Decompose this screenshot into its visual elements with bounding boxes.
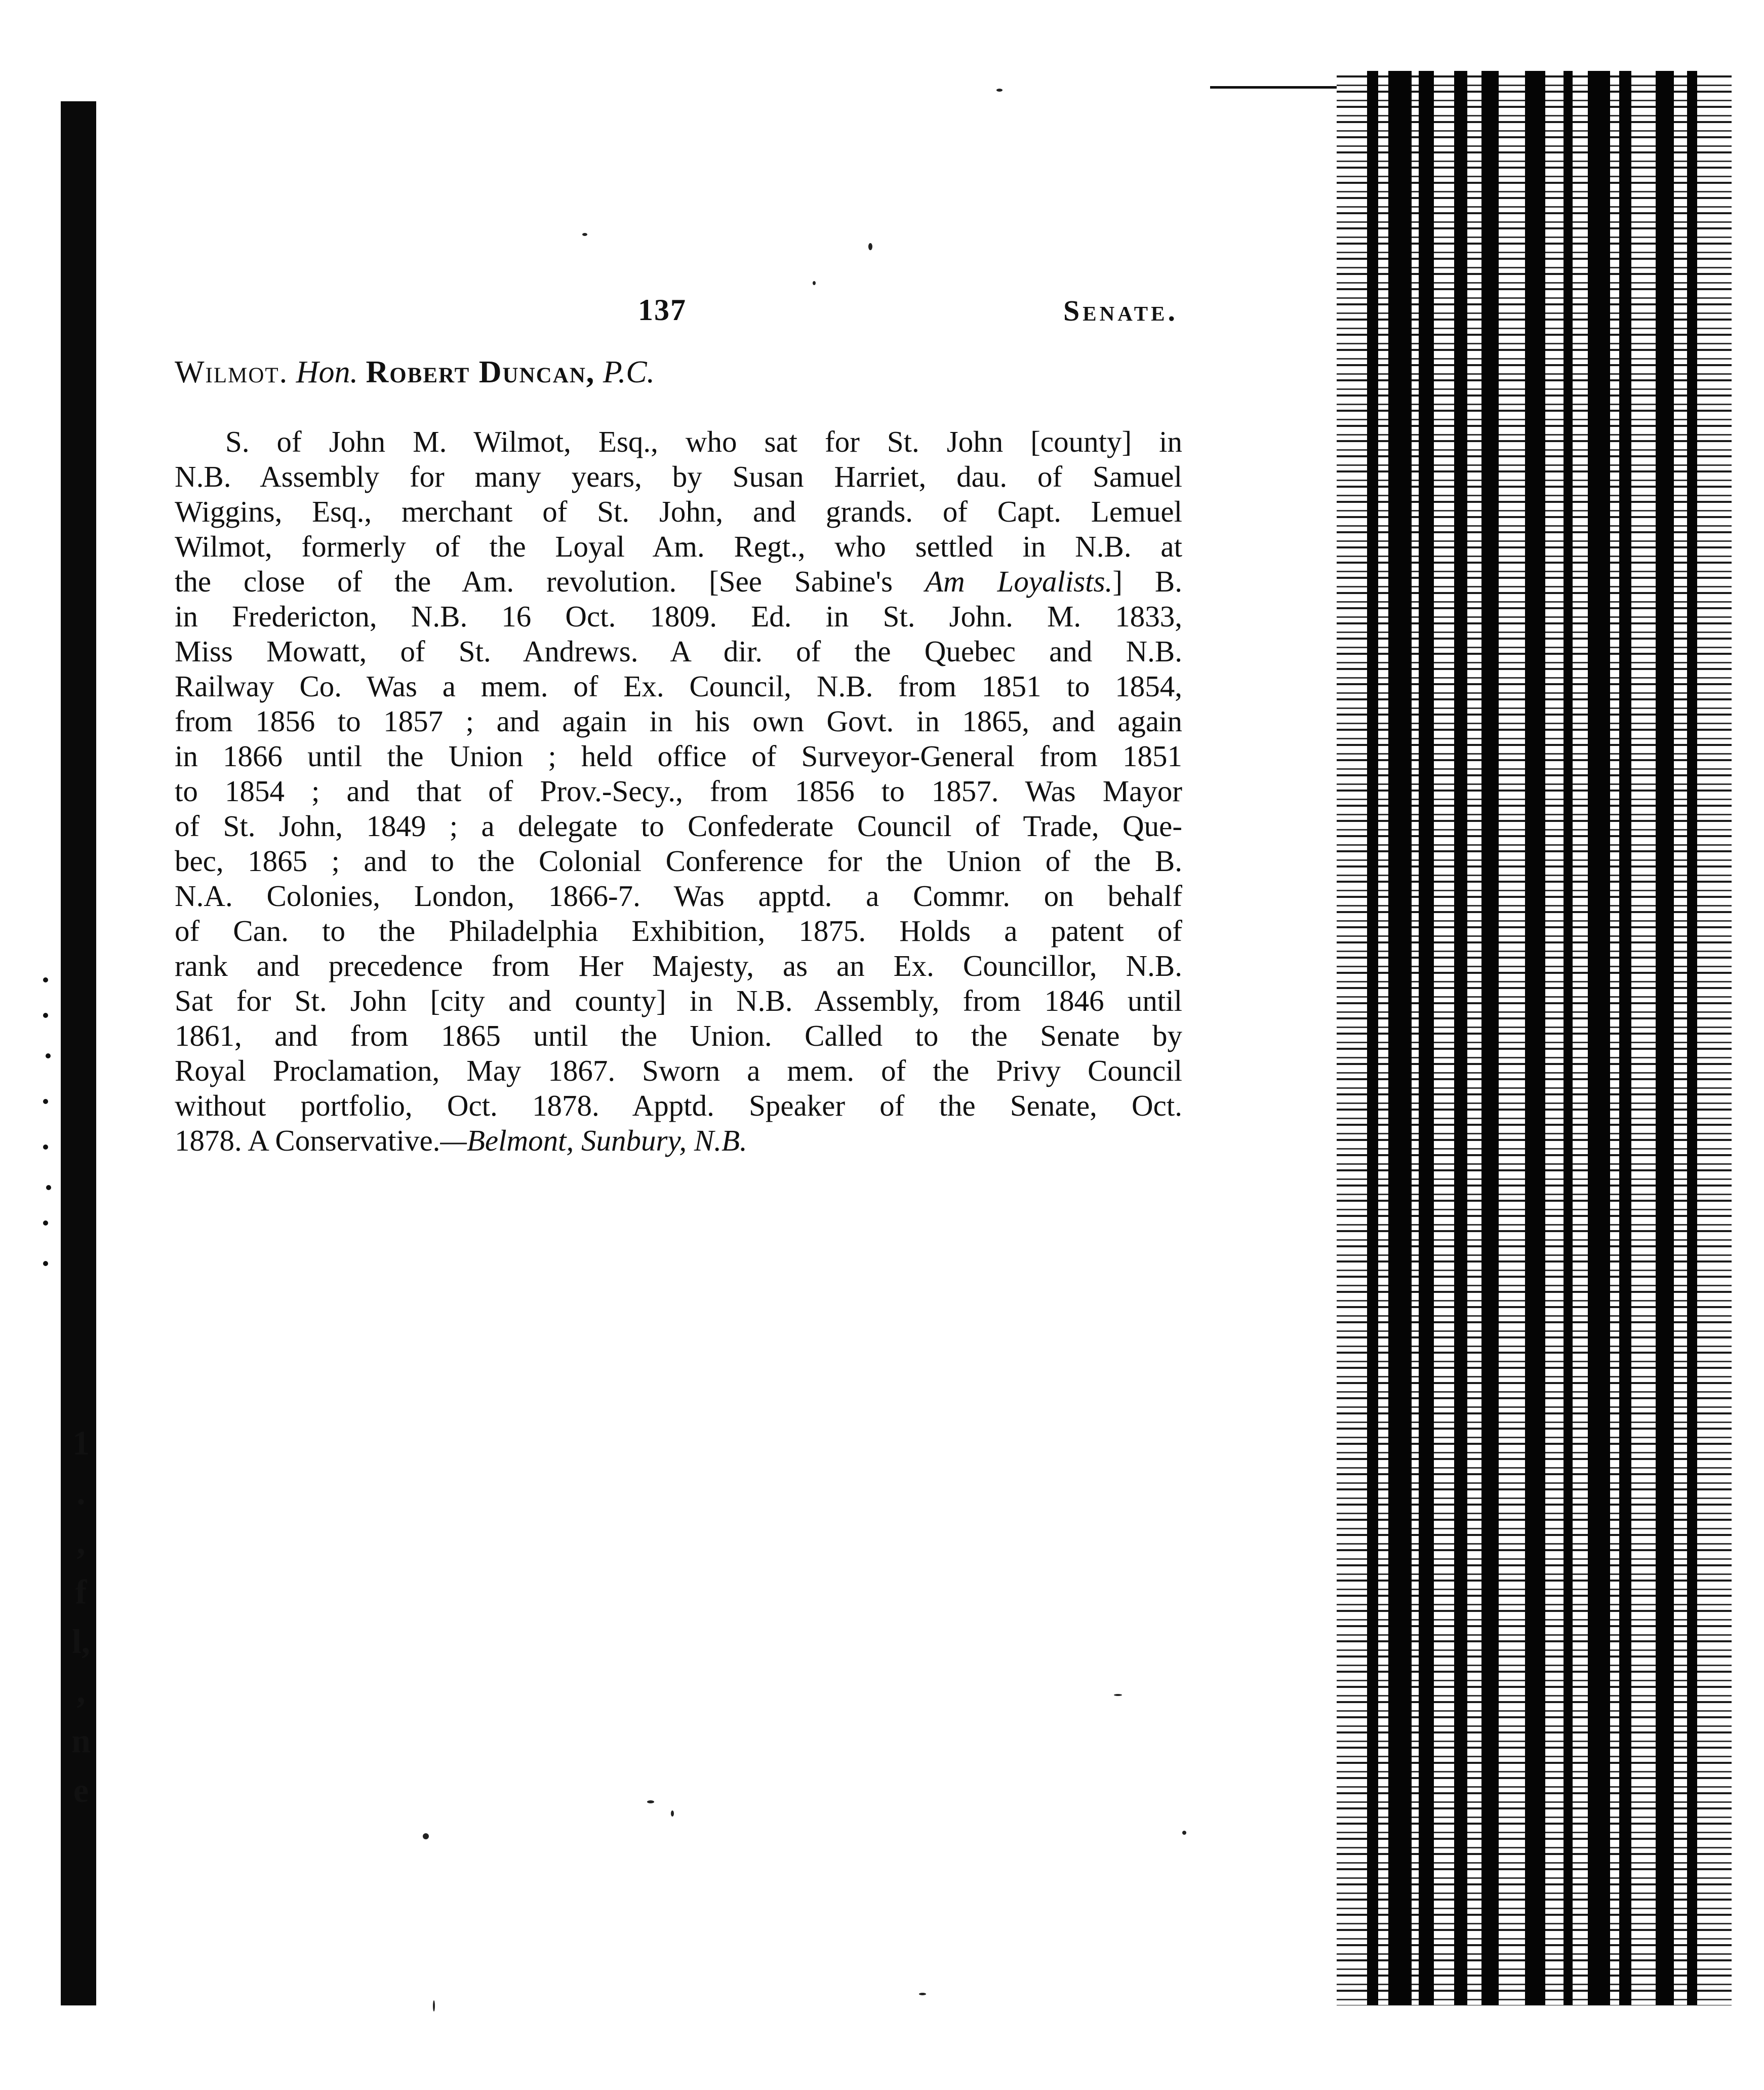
bleed-char: e <box>73 1771 89 1809</box>
body-line: of St. John, 1849 ; a delegate to Confederate Council of Trade, Que- <box>175 809 1182 843</box>
body-line-final <box>175 1123 1182 1158</box>
speck <box>1114 1694 1122 1696</box>
speck <box>1182 1831 1186 1835</box>
body-line-tail: ] B. <box>1112 565 1182 598</box>
page-edge-stack <box>1337 71 1732 2005</box>
page-number: 137 <box>638 293 687 327</box>
speck <box>919 1993 926 1995</box>
speck <box>582 233 587 236</box>
body-line: Wiggins, Esq., merchant of St. John, and grands. of Capt. Lemuel <box>175 495 1182 528</box>
entry-honorific: Hon. <box>296 355 358 389</box>
body-line: in 1866 until the Union ; held office of Surveyor-General from 1851 <box>175 739 1182 773</box>
bleed-char: n <box>71 1721 91 1760</box>
body-line: Sat for St. John [city and county] in N.B. Assembly, from 1846 until <box>175 984 1182 1017</box>
body-line-with-citation <box>175 564 1182 599</box>
top-rule <box>1210 86 1342 89</box>
body-line: S. of John M. Wilmot, Esq., who sat for St. John [county] in <box>225 425 1182 458</box>
body-line: in Fredericton, N.B. 16 Oct. 1809. Ed. in St. John. M. 1833, <box>175 600 1182 633</box>
bleed-char: l, <box>72 1622 90 1661</box>
entry-body <box>175 424 1182 1158</box>
citation-title: Am Loyalists. <box>925 565 1113 598</box>
bleed-char: 1 <box>72 1424 90 1462</box>
entry-heading <box>175 354 655 390</box>
bleed-through-text <box>63 1418 99 1815</box>
speck <box>996 89 1003 92</box>
body-line: bec, 1865 ; and to the Colonial Conference for the Union of the B. <box>175 844 1182 878</box>
body-line: Railway Co. Was a mem. of Ex. Council, N.B. from 1851 to 1854, <box>175 669 1182 703</box>
bleed-char: , <box>76 1523 86 1561</box>
body-line-text: 1878. A Conservative. <box>175 1124 440 1157</box>
bleed-char: , <box>76 1672 86 1710</box>
running-head: Senate. <box>1063 294 1178 327</box>
bleed-char: . <box>76 1473 86 1512</box>
speck <box>433 2000 435 2012</box>
entry-postnominal: P.C. <box>603 355 655 389</box>
entry-residence: —Belmont, Sunbury, N.B. <box>440 1124 747 1157</box>
body-line: N.B. Assembly for many years, by Susan Harriet, dau. of Samuel <box>175 460 1182 493</box>
speck <box>423 1833 429 1839</box>
body-line: from 1856 to 1857 ; and again in his own Govt. in 1865, and again <box>175 704 1182 738</box>
body-line: Royal Proclamation, May 1867. Sworn a mem. of the Privy Council <box>175 1054 1182 1087</box>
margin-dots <box>43 977 89 1281</box>
speck <box>647 1800 654 1803</box>
body-line: Wilmot, formerly of the Loyal Am. Regt., who settled in N.B. at <box>175 530 1182 563</box>
body-line: without portfolio, Oct. 1878. Apptd. Speaker of the Senate, Oct. <box>175 1089 1182 1122</box>
body-line: to 1854 ; and that of Prov.-Secy., from 1856 to 1857. Was Mayor <box>175 774 1182 808</box>
speck <box>671 1810 674 1817</box>
speck <box>868 243 872 250</box>
body-line: rank and precedence from Her Majesty, as an Ex. Councillor, N.B. <box>175 949 1182 982</box>
body-line: 1861, and from 1865 until the Union. Called to the Senate by <box>175 1019 1182 1052</box>
body-line-text: the close of the Am. revolution. [See Sabine's <box>175 565 925 598</box>
body-line: Miss Mowatt, of St. Andrews. A dir. of the Quebec and N.B. <box>175 635 1182 668</box>
entry-given-names: Robert Duncan, <box>366 355 595 389</box>
speck <box>813 281 816 285</box>
body-line: N.A. Colonies, London, 1866-7. Was apptd. a Commr. on behalf <box>175 879 1182 913</box>
bleed-char: f <box>75 1572 87 1611</box>
body-line: of Can. to the Philadelphia Exhibition, 1875. Holds a patent of <box>175 914 1182 948</box>
entry-surname: Wilmot. <box>175 355 289 389</box>
